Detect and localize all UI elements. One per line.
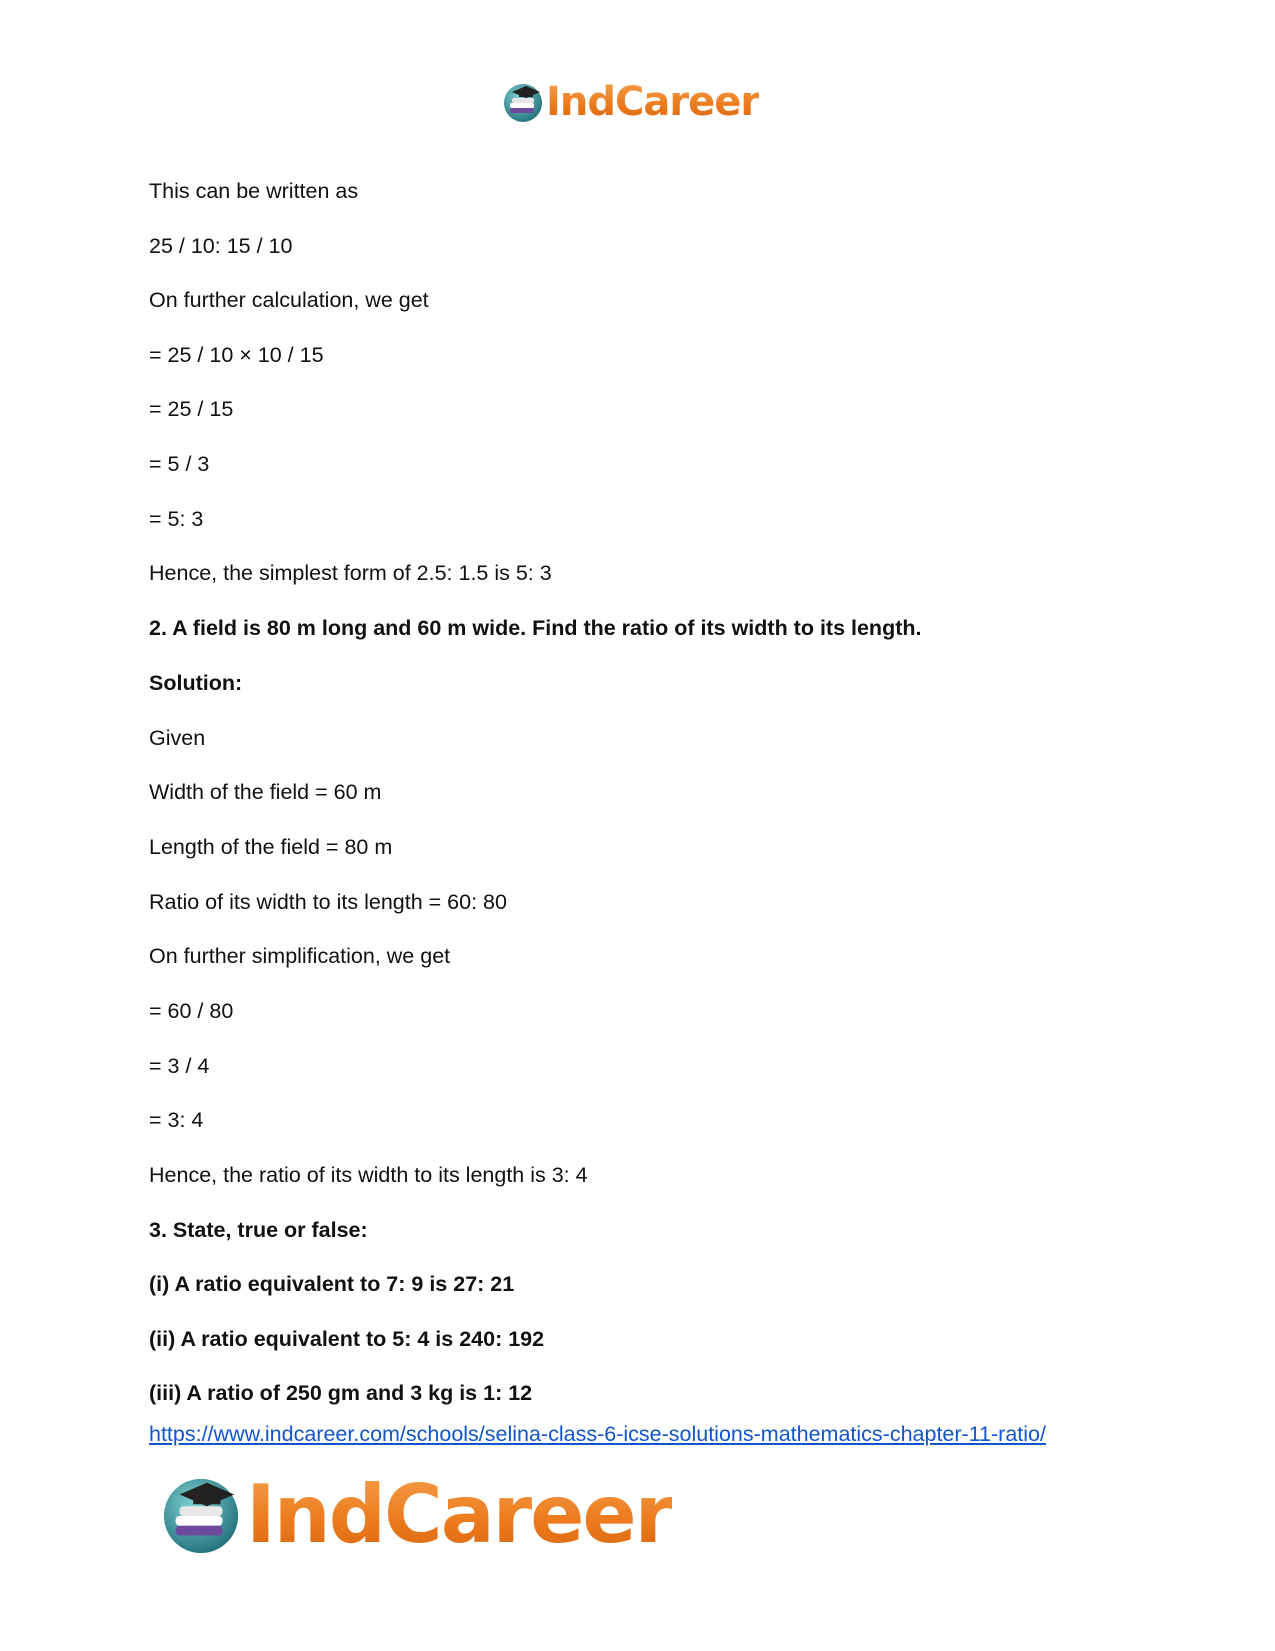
question-item: (ii) A ratio equivalent to 5: 4 is 240: 192 xyxy=(149,1327,545,1351)
text-line: = 25 / 10 × 10 / 15 xyxy=(149,343,324,367)
question-heading: 2. A field is 80 m long and 60 m wide. Find the ratio of its width to its length. xyxy=(149,616,922,640)
text-line: Given xyxy=(149,726,206,750)
text-line: Hence, the ratio of its width to its length is 3: 4 xyxy=(149,1163,588,1187)
question-item: (iii) A ratio of 250 gm and 3 kg is 1: 12 xyxy=(149,1381,533,1405)
question-heading: 3. State, true or false: xyxy=(149,1218,368,1242)
text-line: 25 / 10: 15 / 10 xyxy=(149,234,293,258)
header-logo xyxy=(502,76,759,128)
text-line: On further calculation, we get xyxy=(149,288,429,312)
source-url-link[interactable]: https://www.indcareer.com/schools/selina-class-6-icse-solutions-mathematics-chapter-11-ratio/ xyxy=(149,1422,1046,1446)
text-line: = 5 / 3 xyxy=(149,452,210,476)
text-line: Ratio of its width to its length = 60: 80 xyxy=(149,890,507,914)
text-line: = 3 / 4 xyxy=(149,1054,210,1078)
footer-logo-text: IndCareer xyxy=(246,1467,673,1561)
text-line: Hence, the simplest form of 2.5: 1.5 is 5: 3 xyxy=(149,561,552,585)
footer-logo xyxy=(160,1464,672,1564)
text-line: = 25 / 15 xyxy=(149,397,234,421)
text-line: = 3: 4 xyxy=(149,1108,204,1132)
text-line: Length of the field = 80 m xyxy=(149,835,393,859)
header-logo-text: IndCareer xyxy=(546,79,760,125)
question-item: (i) A ratio equivalent to 7: 9 is 27: 21 xyxy=(149,1272,515,1296)
text-line: = 60 / 80 xyxy=(149,999,234,1023)
text-line: Width of the field = 60 m xyxy=(149,780,382,804)
solution-label: Solution: xyxy=(149,671,243,695)
text-line: = 5: 3 xyxy=(149,507,204,531)
graduation-book-globe-icon xyxy=(160,1473,242,1555)
text-line: This can be written as xyxy=(149,179,359,203)
graduation-book-globe-icon xyxy=(502,81,544,123)
text-line: On further simplification, we get xyxy=(149,944,451,968)
